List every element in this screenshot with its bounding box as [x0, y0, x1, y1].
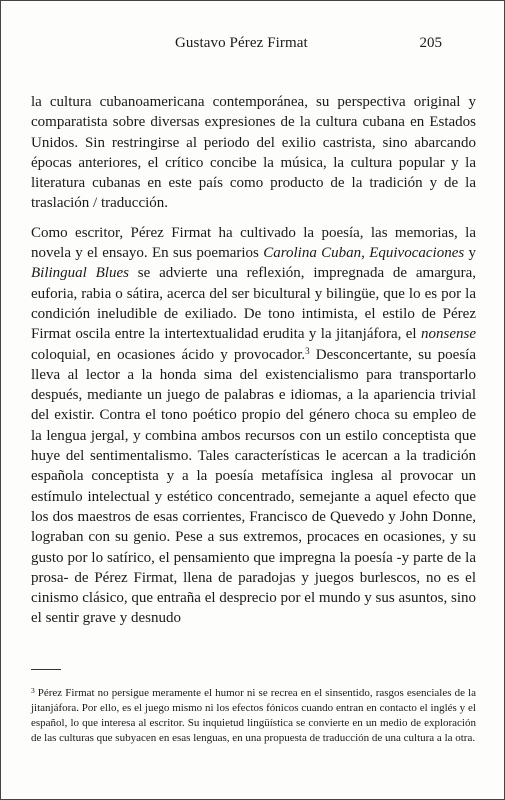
running-header	[31, 35, 442, 55]
page-number: 205	[419, 35, 442, 51]
footnote	[31, 686, 476, 746]
paragraph-2-text-2: y	[464, 245, 476, 262]
book-title-carolina-cuban: Carolina Cuban,	[263, 245, 365, 262]
paragraph-2	[31, 223, 476, 629]
paragraph-2-text-4: coloquial, en ocasiones ácido y provocador.	[31, 346, 306, 363]
paragraph-2-text-5: Desconcertante, su poesía lleva al lector a la honda sima del existencialismo para transportarlo después, mediante un juego de palabras e idiomas, a la apariencia trivial del existir. Contra el tono poético propio del género choca su empleo de la lengua jergal, y combina ambos recursos con un estilo conceptista que huye del sentimentalismo. Tales características le acercan a la tradición española conceptista y a la poesía metafísica inglesa al provocar un estímulo intelectual y estético concentrado, semejante a aquel efecto que los dos maestros de esas corrientes, Francisco de Quevedo y John Donne, lograban con su genio. Pese a sus extremos, procaces en ocasiones, y su gusto por lo satírico, el pensamiento que impregna la poesía -y parte de la prosa- de Pérez Firmat, llena de paradojas y juegos burlescos, no es el cinismo clásico, que entraña el desprecio por el mundo y sus asuntos, sino el sentir grave y desnudo	[31, 346, 476, 627]
book-title-bilingual-blues: Bilingual Blues	[31, 265, 129, 282]
term-nonsense: nonsense	[421, 326, 476, 343]
running-title: Gustavo Pérez Firmat	[175, 35, 308, 51]
footnote-reference: 3	[305, 345, 310, 356]
paragraph-2-text-3: se advierte una reflexión, impregnada de amargura, euforia, rabia o sátira, acerca del ser bicultural y bilingüe, que lo es por la condición ineludible de exiliado. De tono intimista, el estilo de Pérez Firmat oscila entre la intertextualidad erudita y la jitanjáfora, el	[31, 265, 476, 343]
footnote-mark: 3	[31, 686, 35, 695]
paragraph-1: la cultura cubanoamericana contemporánea, su perspectiva original y comparatista sobre diversas expresiones de la cultura cubana en Estados Unidos. Sin restringirse al periodo del exilio castrista, sino abarcando épocas anteriores, el crítico concibe la música, la cultura popular y la literatura cubanas en este país como producto de la tradición y de la traslación / traducción.	[31, 94, 476, 212]
book-title-equivocaciones: Equivocaciones	[369, 245, 465, 262]
paragraph-2-text-1: Como escritor, Pérez Firmat ha cultivado la poesía, las memorias, la novela y el ensayo. En sus poemarios	[31, 224, 476, 262]
body-text	[31, 92, 476, 638]
footnote-divider	[31, 669, 61, 670]
footnote-text: Pérez Firmat no persigue meramente el humor ni se recrea en el sinsentido, rasgos esenciales de la jitanjáfora. Por ello, es el juego mismo ni los efectos fónicos cuando entran en contacto el inglés y el español, lo que interesa al escritor. Su inquietud lingüística se convierte en un medio de exploración de las culturas que subyacen en esas lenguas, en una propuesta de traducción de una cultura a la otra.	[31, 687, 476, 744]
